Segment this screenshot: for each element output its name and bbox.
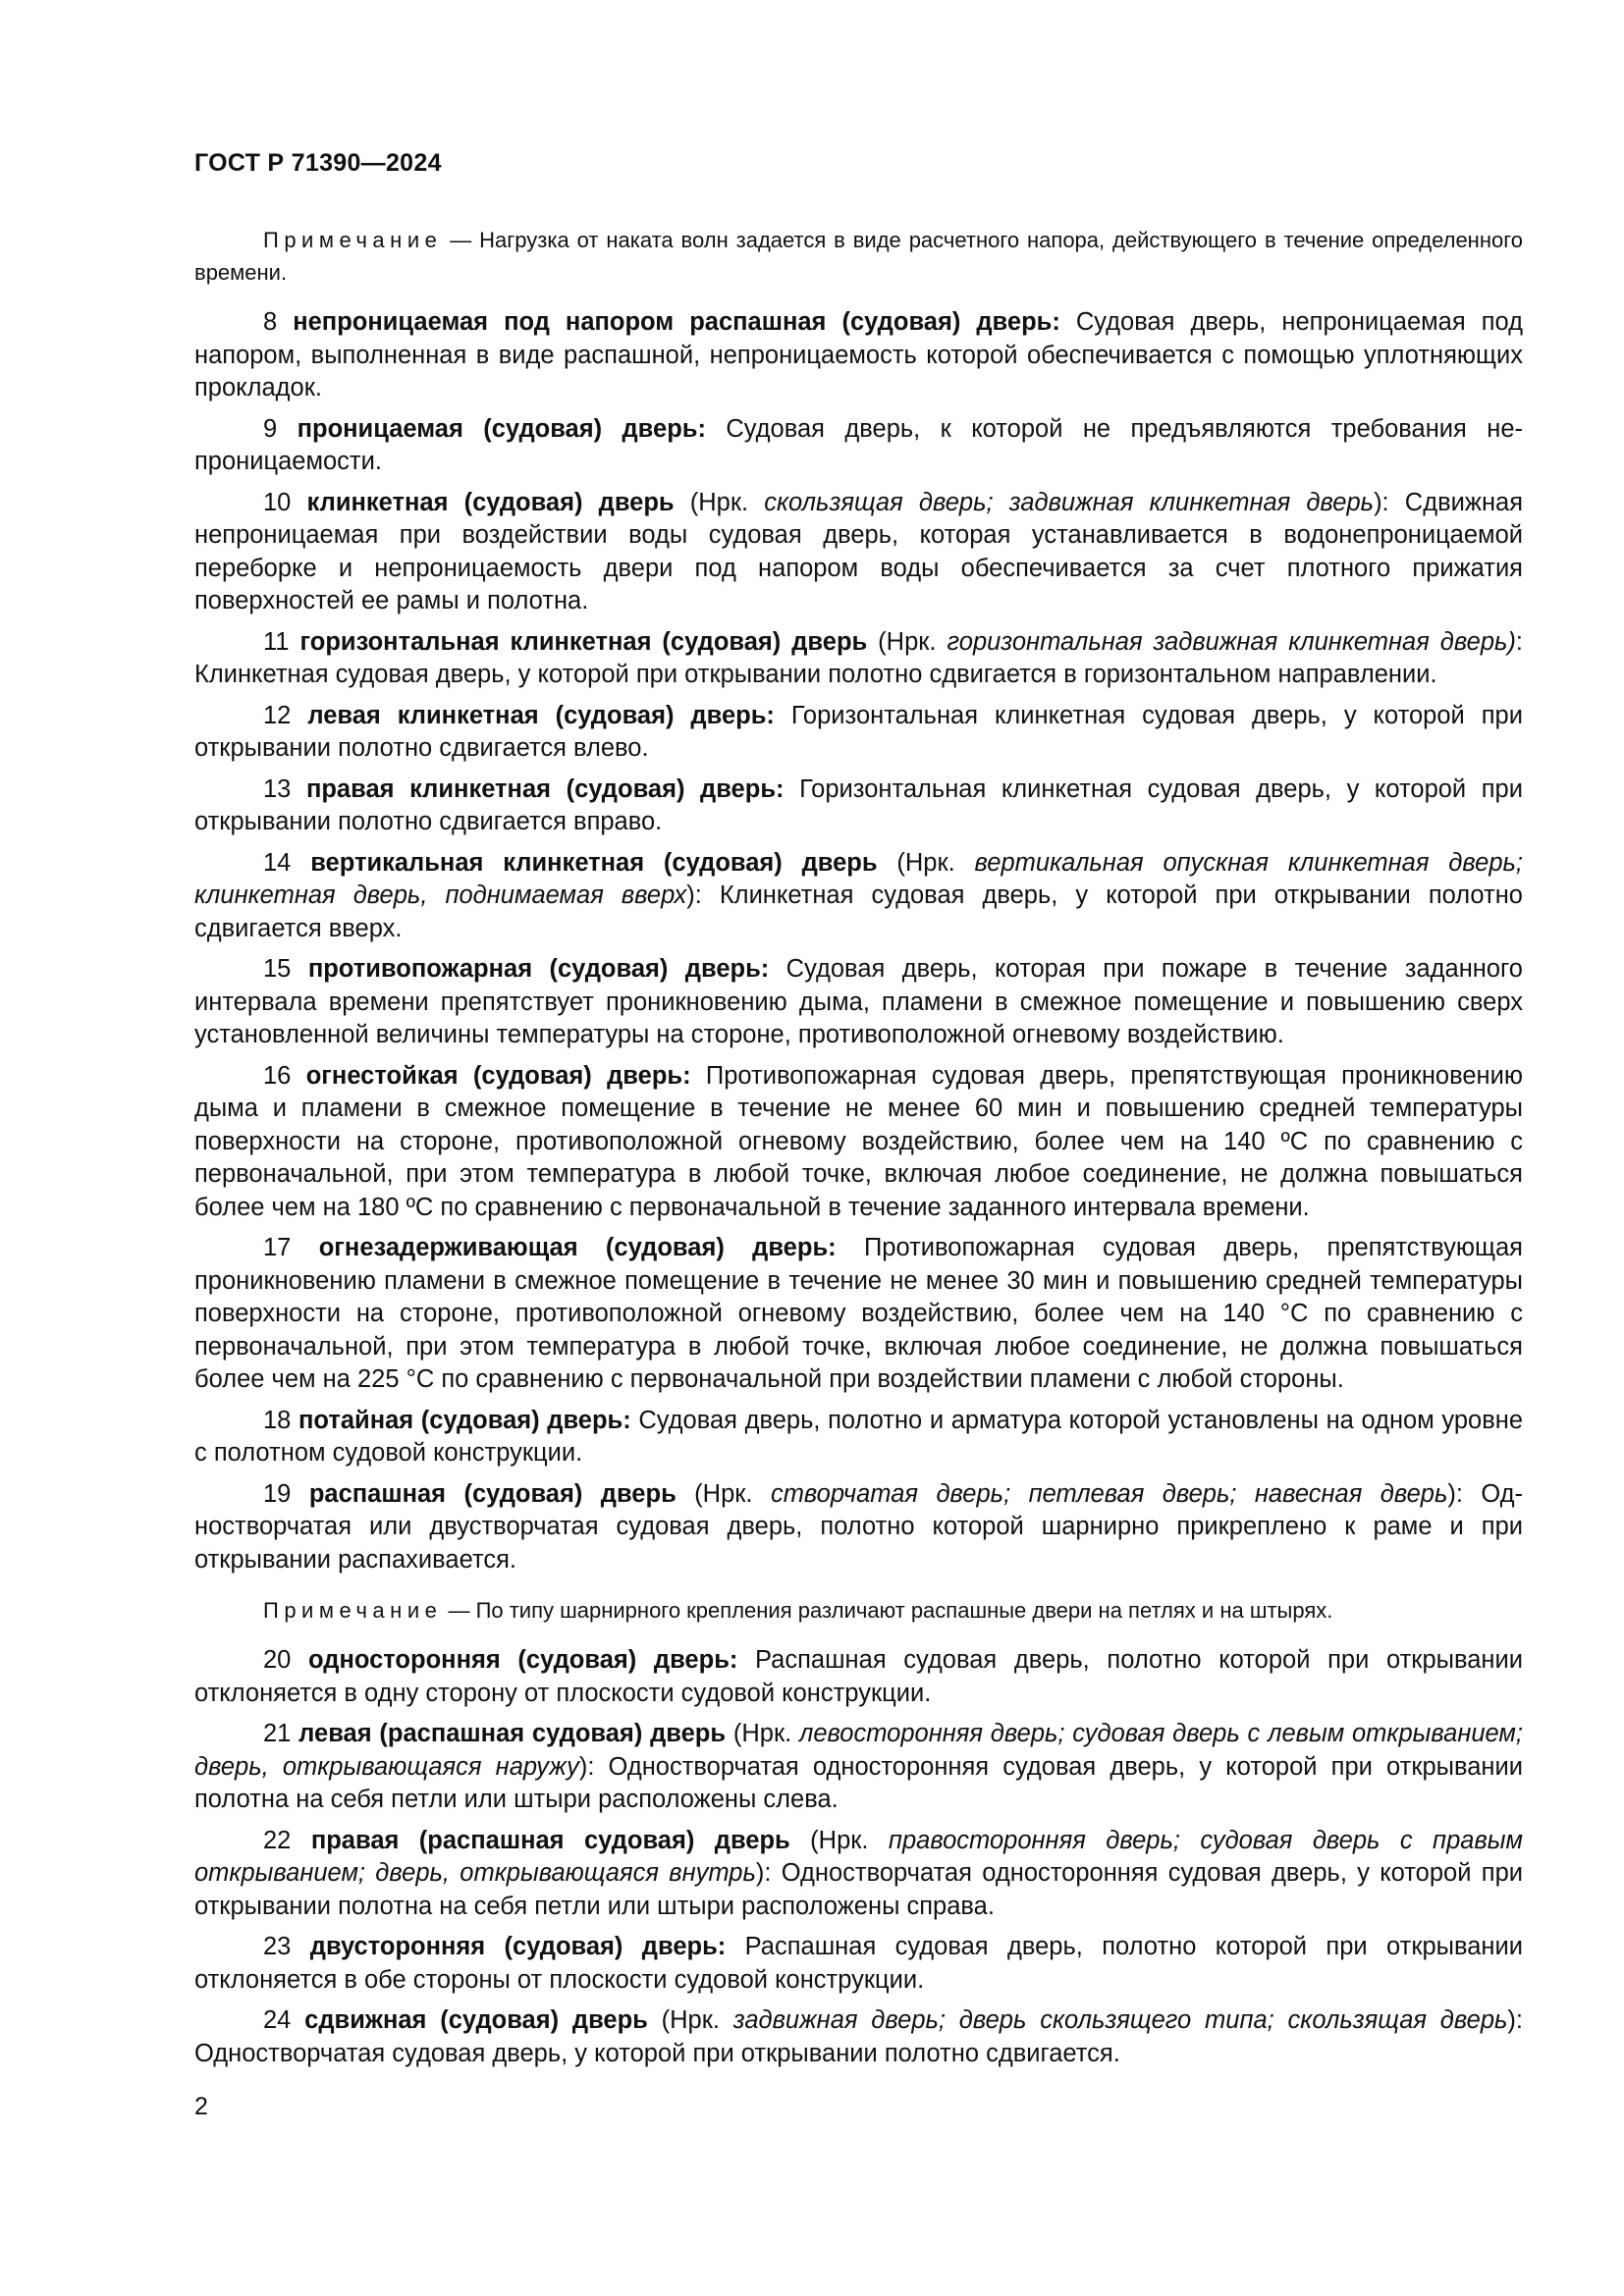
term-definition: ): Одностворчатая односторонняя судовая дверь, у которой при открывании полотна на себя петли или штыри расположены слева.	[194, 1752, 1523, 1813]
term-number: 20	[263, 1646, 292, 1674]
term-npk-prefix: (Нрк.	[789, 1826, 889, 1854]
term-number: 11	[263, 627, 290, 656]
term-definition: Противопожарная судовая дверь, препятствующая проникновению дыма и пламени в смежное помещение в течение не менее 60 мин и повышению средней температуры поверхности на стороне, противоположной огневому воздействию, более чем на 140 ºС по сравнению с первоначальной, при этом температура в любой точке, включая любое соединение, не должна повышаться более чем на 180 ºС по сравнению с первоначальной в течение заданного интервала времени.	[194, 1061, 1523, 1221]
term-entry	[194, 487, 1523, 618]
term-number: 13	[263, 774, 292, 803]
term-npk-prefix: (Нрк.	[647, 2006, 733, 2034]
note-text: — По типу шарнирного крепления различают распашные двери на петлях и на штырях.	[442, 1598, 1333, 1623]
term-entry	[194, 1931, 1523, 1997]
term-entry	[194, 1478, 1523, 1577]
term-title: потайная (судовая) дверь:	[298, 1406, 631, 1434]
note-label: Примечание	[263, 1598, 443, 1623]
term-title: правая клинкетная (судовая) дверь:	[305, 774, 785, 803]
term-title: распашная (судовая) дверь	[308, 1479, 677, 1508]
term-entry	[194, 2004, 1523, 2070]
term-definition: Судовая дверь, полотно и арматура которой установлены на одном уровне с полотном судовой конструкции.	[194, 1406, 1524, 1467]
term-definition: Судовая дверь, которая при пожаре в течение заданного интервала времени препятствует проникновению дыма, пламени в смежное помещение и повышению сверх установленной величины температуры на стороне, противоположной огневому воздействию.	[194, 955, 1523, 1048]
term-entry	[194, 953, 1523, 1052]
term-definition: ): Одностворчатая или двустворчатая судовая дверь, полотно которой шарнирно прикреплено к раме и при открывании распахивается.	[194, 1479, 1524, 1574]
term-npk-prefix: (Нрк.	[867, 627, 947, 656]
term-number: 18	[263, 1406, 292, 1434]
term-number: 17	[263, 1234, 292, 1261]
term-definition: Судовая дверь, непроницаемая под напором, выполненная в виде распашной, непроницаемость которой обеспечивается с помощью уплотняющих прокладок.	[194, 308, 1524, 401]
term-entry	[194, 1718, 1523, 1817]
term-number: 14	[263, 848, 292, 877]
term-number: 23	[263, 1933, 292, 1960]
term-entry	[194, 1644, 1523, 1710]
term-synonyms: горизонтальная задвижная клинкетная дверь)	[947, 627, 1516, 656]
term-synonyms: задвижная дверь; дверь скользящего типа; скользящая дверь	[732, 2006, 1508, 2034]
term-definition: Противопожарная судовая дверь, препятствующая проникновению пламени в смежное помещение в течение не менее 30 мин и повышению средней температуры поверхности на стороне, противоположной огневому воздействию, более чем на 140 °С по сравнению с первоначальной, при этом температура в любой точке, включая любое соединение, не должна повышаться более чем на 225 °С по сравнению с первоначальной при воздействии пламени с любой стороны.	[194, 1234, 1523, 1393]
term-number: 10	[263, 488, 292, 516]
term-definition: Горизонтальная клинкетная судовая дверь, у которой при открывании полотно сдвигается влево.	[194, 701, 1523, 762]
term-definition: : Клинкетная судовая дверь, у которой при открывании полотно сдвигается в горизонтальном направлении.	[194, 627, 1524, 688]
term-title: односторонняя (судовая) дверь:	[308, 1646, 738, 1674]
term-definition: ): Одностворчатая судовая дверь, у которой при открывании полотно сдвигается.	[194, 2006, 1523, 2067]
note-text: — Нагрузка от наката волн задается в виде расчетного напора, действующего в течение определенного времени.	[194, 228, 1523, 285]
term-number: 21	[263, 1720, 292, 1747]
term-definition: ): Сдвижная непроницаемая при воздействии воды судовая дверь, которая устанавливается в водонепроницаемой переборке и непроницаемость двери под напором воды обеспечивается за счет плотного прижатия поверхностей ее рамы и полотна.	[194, 488, 1524, 614]
term-synonyms: правосторонняя дверь; судовая дверь с правым открыванием; дверь, открывающаяся внутрь	[194, 1826, 1523, 1887]
term-entry	[194, 626, 1523, 692]
term-title: правая (распашная судовая) дверь	[310, 1826, 790, 1854]
term-title: огнестойкая (судовая) дверь:	[305, 1061, 691, 1090]
term-entry	[194, 1825, 1523, 1924]
term-number: 12	[263, 701, 292, 729]
term-title: противопожарная (судовая) дверь:	[307, 955, 770, 983]
term-title: горизонтальная клинкетная (судовая) дверь	[299, 627, 868, 656]
term-definition: Распашная судовая дверь, полотно которой при открывании отклоняется в обе стороны от плоскости судовой конструкции.	[194, 1933, 1523, 1994]
term-synonyms: вертикальная опускная клинкетная дверь; клинкетная дверь, поднимаемая вверх	[194, 848, 1523, 909]
term-entry	[194, 306, 1523, 405]
term-npk-prefix: (Нрк.	[674, 488, 765, 516]
term-title: клинкетная (судовая) дверь	[306, 488, 675, 516]
term-number: 24	[263, 2006, 292, 2034]
term-npk-prefix: (Нрк.	[676, 1479, 771, 1508]
term-number: 19	[263, 1479, 292, 1508]
term-title: вертикальная клинкетная (судовая) дверь	[310, 848, 878, 877]
term-synonyms: створчатая дверь; петлевая дверь; навесная дверь	[770, 1479, 1448, 1508]
terms-list-b	[194, 1644, 1523, 2070]
document-body	[194, 224, 1523, 2078]
term-synonyms: левосторонняя дверь; судовая дверь с левым открыванием; дверь, открывающаяся наружу	[194, 1720, 1523, 1781]
term-synonyms: скользящая дверь; задвижная клинкетная дверь	[764, 488, 1375, 516]
term-number: 16	[263, 1061, 292, 1090]
term-entry	[194, 847, 1523, 946]
term-number: 15	[263, 955, 292, 983]
page-number: 2	[194, 2093, 208, 2120]
term-title: левая (распашная судовая) дверь	[298, 1720, 727, 1747]
term-title: проницаемая (судовая) дверь:	[297, 414, 706, 443]
note-1	[194, 224, 1523, 289]
term-entry	[194, 1405, 1523, 1470]
term-number: 22	[263, 1826, 292, 1854]
term-npk-prefix: (Нрк.	[877, 848, 975, 877]
term-title: двусторонняя (судовая) дверь:	[309, 1933, 727, 1960]
term-definition: ): Одностворчатая односторонняя судовая дверь, у которой при открывании полотна на себя петли или штыри расположены справа.	[194, 1859, 1523, 1920]
term-number: 9	[263, 414, 278, 443]
term-title: левая клинкетная (судовая) дверь:	[307, 701, 775, 729]
term-entry	[194, 774, 1523, 839]
term-title: сдвижная (судовая) дверь	[304, 2006, 648, 2034]
terms-list-a	[194, 306, 1523, 1576]
term-title: огнезадерживающая (судовая) дверь:	[318, 1234, 837, 1261]
term-entry	[194, 1060, 1523, 1225]
term-entry	[194, 700, 1523, 766]
term-entry	[194, 1232, 1523, 1397]
document-header: ГОСТ Р 71390—2024	[194, 149, 442, 177]
note-label: Примечание	[263, 228, 443, 252]
note-2	[194, 1594, 1523, 1627]
term-definition: Горизонтальная клинкетная судовая дверь, у которой при открывании полотно сдвигается вправо.	[194, 774, 1523, 835]
term-number: 8	[263, 308, 278, 336]
term-title: непроницаемая под напором распашная (судовая) дверь:	[293, 308, 1060, 336]
term-definition: Распашная судовая дверь, полотно которой при открывании отклоняется в одну сторону от плоскости судовой конструкции.	[194, 1646, 1523, 1707]
term-npk-prefix: (Нрк.	[726, 1720, 799, 1747]
term-definition: ): Клинкетная судовая дверь, у которой при открывании полотно сдвигается вверх.	[194, 881, 1523, 942]
term-definition: Судовая дверь, к которой не предъявляются требования непроницаемости.	[194, 414, 1524, 475]
term-entry	[194, 413, 1523, 479]
